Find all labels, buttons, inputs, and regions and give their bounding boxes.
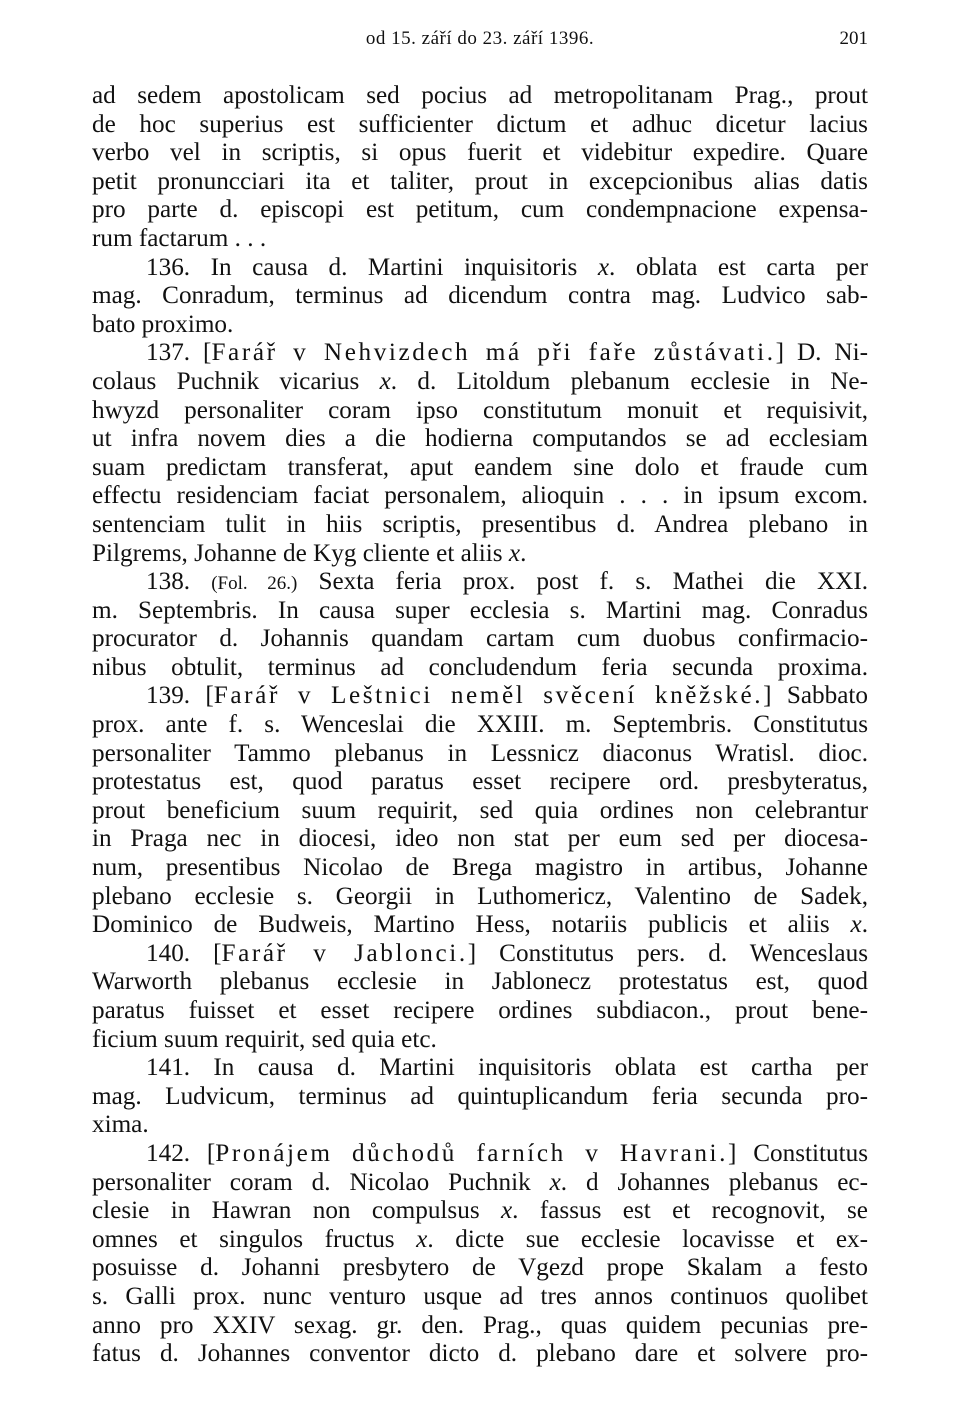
text-run: 138. — [146, 568, 212, 596]
text-line — [92, 1083, 868, 1112]
entry-heading: Farář v Nehvizdech má při faře zůstávati. — [211, 339, 776, 367]
text-line — [92, 1340, 868, 1369]
text-run: posuisse d. Johanni presbytero de Vgezd prope Skalam a festo — [92, 1254, 868, 1282]
entry-heading: Farář v Jablonci. — [221, 939, 468, 967]
abbreviation-mark: x — [508, 539, 521, 567]
body-text — [92, 82, 868, 1369]
text-line — [92, 454, 868, 483]
text-run: 137. [ — [146, 339, 212, 367]
text-run: prox. ante f. s. Wenceslai die XXIII. m. Septembris. Constitutus — [92, 711, 868, 739]
page-header — [92, 28, 868, 58]
text-line — [92, 825, 868, 854]
text-run: . d. Litoldum plebanum ecclesie in Ne- — [390, 367, 868, 395]
text-run: Dominico de Budweis, Martino Hess, notariis publicis et aliis — [92, 911, 851, 939]
text-line — [92, 854, 868, 883]
text-line — [92, 654, 868, 683]
text-run: clesie in Hawran non compulsus — [92, 1197, 501, 1225]
text-run: ] Sabbato — [763, 682, 868, 710]
text-line — [92, 911, 868, 940]
text-run: personaliter Tammo plebanus in Lessnicz diaconus Wratisl. dioc. — [92, 739, 868, 767]
text-run: sentenciam tulit in hiis scriptis, presentibus d. Andrea plebano in — [92, 510, 868, 538]
abbreviation-mark: x — [500, 1197, 513, 1225]
text-line — [92, 768, 868, 797]
text-run: 136. In causa d. Martini inquisitoris — [146, 253, 598, 281]
text-line — [92, 168, 868, 197]
text-line — [92, 339, 868, 368]
text-line — [92, 1226, 868, 1255]
text-run: effectu residenciam faciat personalem, alioquin . . . in ipsum excom. — [92, 482, 868, 510]
text-run: personaliter coram d. Nicolao Puchnik — [92, 1168, 550, 1196]
text-line — [92, 1054, 868, 1083]
text-run: bato proximo. — [92, 310, 234, 338]
text-line — [92, 711, 868, 740]
text-line — [92, 511, 868, 540]
text-run: ficium suum requirit, sed quia etc. — [92, 1025, 437, 1053]
text-line — [92, 1312, 868, 1341]
abbreviation-mark: x — [379, 367, 391, 395]
text-run: . fassus est et recognovit, se — [512, 1197, 868, 1225]
text-run: ] Constitutus pers. d. Wenceslaus — [467, 939, 868, 967]
text-line — [92, 997, 868, 1026]
entry-heading: Farář v Leštnici neměl svěcení kněžské. — [213, 682, 764, 710]
text-line — [92, 254, 868, 283]
text-line — [92, 1254, 868, 1283]
text-run: xima. — [92, 1111, 149, 1139]
text-run: num, presentibus Nicolao de Brega magistro in artibus, Johanne — [92, 854, 868, 882]
text-line — [92, 368, 868, 397]
text-run: 141. In causa d. Martini inquisitoris oblata est cartha per — [146, 1054, 868, 1082]
text-line — [92, 740, 868, 769]
text-run: Sexta feria prox. post f. s. Mathei die XXI. — [297, 568, 869, 596]
text-line — [92, 1140, 868, 1169]
text-line — [92, 597, 868, 626]
text-line — [92, 883, 868, 912]
text-line — [92, 282, 868, 311]
text-line — [92, 540, 868, 569]
text-run: hwyzd personaliter coram ipso constitutum monuit et requisivit, — [92, 396, 868, 424]
text-run: petit pronuncciari ita et taliter, prout in excepcionibus alias datis — [92, 167, 868, 195]
text-run: protestatus est, quod paratus esset recipere ord. presbyteratus, — [92, 768, 868, 796]
text-line — [92, 1026, 868, 1055]
text-run: . oblata est carta per — [609, 253, 868, 281]
text-line — [92, 625, 868, 654]
text-run: plebano ecclesie s. Georgii in Luthomericz, Valentino de Sadek, — [92, 882, 868, 910]
text-line — [92, 482, 868, 511]
text-line — [92, 797, 868, 826]
text-run: . d Johannes plebanus ec- — [560, 1168, 868, 1196]
text-line — [92, 196, 868, 225]
text-run: 140. [ — [146, 939, 222, 967]
abbreviation-mark: x — [597, 253, 610, 281]
text-run: 139. [ — [146, 682, 214, 710]
text-run: m. Septembris. In causa super ecclesia s. Martini mag. Conradus — [92, 596, 868, 624]
text-line — [92, 1111, 868, 1140]
text-run: colaus Puchnik vicarius — [92, 367, 380, 395]
text-run: rum factarum . . . — [92, 224, 267, 252]
text-run: mag. Conradum, terminus ad dicendum contra mag. Ludvico sab- — [92, 282, 868, 310]
abbreviation-mark: x — [850, 911, 862, 939]
text-line — [92, 568, 868, 597]
text-line — [92, 968, 868, 997]
abbreviation-mark: x — [549, 1168, 561, 1196]
text-line — [92, 425, 868, 454]
text-run: nibus obtulit, terminus ad concludendum feria secunda proxima. — [92, 653, 868, 681]
text-run: suam predictam transferat, aput eandem sine dolo et fraude cum — [92, 453, 868, 481]
text-run: verbo vel in scriptis, si opus fuerit et videbitur expedire. Quare — [92, 139, 868, 167]
text-run: in Praga nec in diocesi, ideo non stat per eum sed per diocesa- — [92, 825, 868, 853]
text-run: . — [520, 539, 527, 567]
running-head: od 15. září do 23. září 1396. — [365, 28, 595, 49]
text-line — [92, 139, 868, 168]
text-run: . dicte sue ecclesie locavisse et ex- — [427, 1225, 868, 1253]
abbreviation-mark: x — [416, 1225, 428, 1253]
text-run: ut infra novem dies a die hodierna computandos se ad ecclesiam — [92, 425, 868, 453]
text-run: s. Galli prox. nunc venturo usque ad tres annos continuos quolibet — [92, 1282, 868, 1310]
text-run: anno pro XXIV sexag. gr. den. Prag., quas quidem pecunias pre- — [92, 1311, 868, 1339]
text-run: Warworth plebanus ecclesie in Jablonecz protestatus est, quod — [92, 968, 868, 996]
text-run: ] Constitutus — [728, 1139, 868, 1167]
text-run: omnes et singulos fructus — [92, 1225, 417, 1253]
text-line — [92, 940, 868, 969]
text-line — [92, 111, 868, 140]
text-line — [92, 1169, 868, 1198]
text-run: ad sedem apostolicam sed pocius ad metropolitanam Prag., prout — [92, 82, 868, 109]
text-line — [92, 311, 868, 340]
text-run: . — [861, 911, 868, 939]
text-line — [92, 225, 868, 254]
text-run: paratus fuisset et esset recipere ordines subdiacon., prout bene- — [92, 997, 868, 1024]
text-line — [92, 397, 868, 426]
page-number: 201 — [839, 28, 868, 49]
text-run: pro parte d. episcopi est petitum, cum condempnacione expensa- — [92, 196, 868, 224]
text-run: procurator d. Johannis quandam cartam cum duobus confirmacio- — [92, 625, 868, 653]
text-run: de hoc superius est sufficienter dictum et adhuc dicetur lacius — [92, 110, 868, 138]
text-run: 142. [ — [146, 1139, 216, 1167]
folio-reference: (Fol. 26.) — [211, 573, 298, 595]
text-line — [92, 1283, 868, 1312]
text-run: prout beneficium suum requirit, sed quia ordines non celebrantur — [92, 796, 868, 824]
text-run: mag. Ludvicum, terminus ad quintuplicandum feria secunda pro- — [92, 1082, 868, 1110]
entry-heading: Pronájem důchodů farních v Havrani. — [215, 1139, 729, 1167]
text-line — [92, 82, 868, 111]
text-run: Pilgrems, Johanne de Kyg cliente et aliis — [92, 539, 509, 567]
text-run: fatus d. Johannes conventor dicto d. plebano dare et solvere pro- — [92, 1340, 868, 1368]
text-run: ] D. Ni- — [775, 339, 869, 367]
text-line — [92, 682, 868, 711]
text-line — [92, 1197, 868, 1226]
